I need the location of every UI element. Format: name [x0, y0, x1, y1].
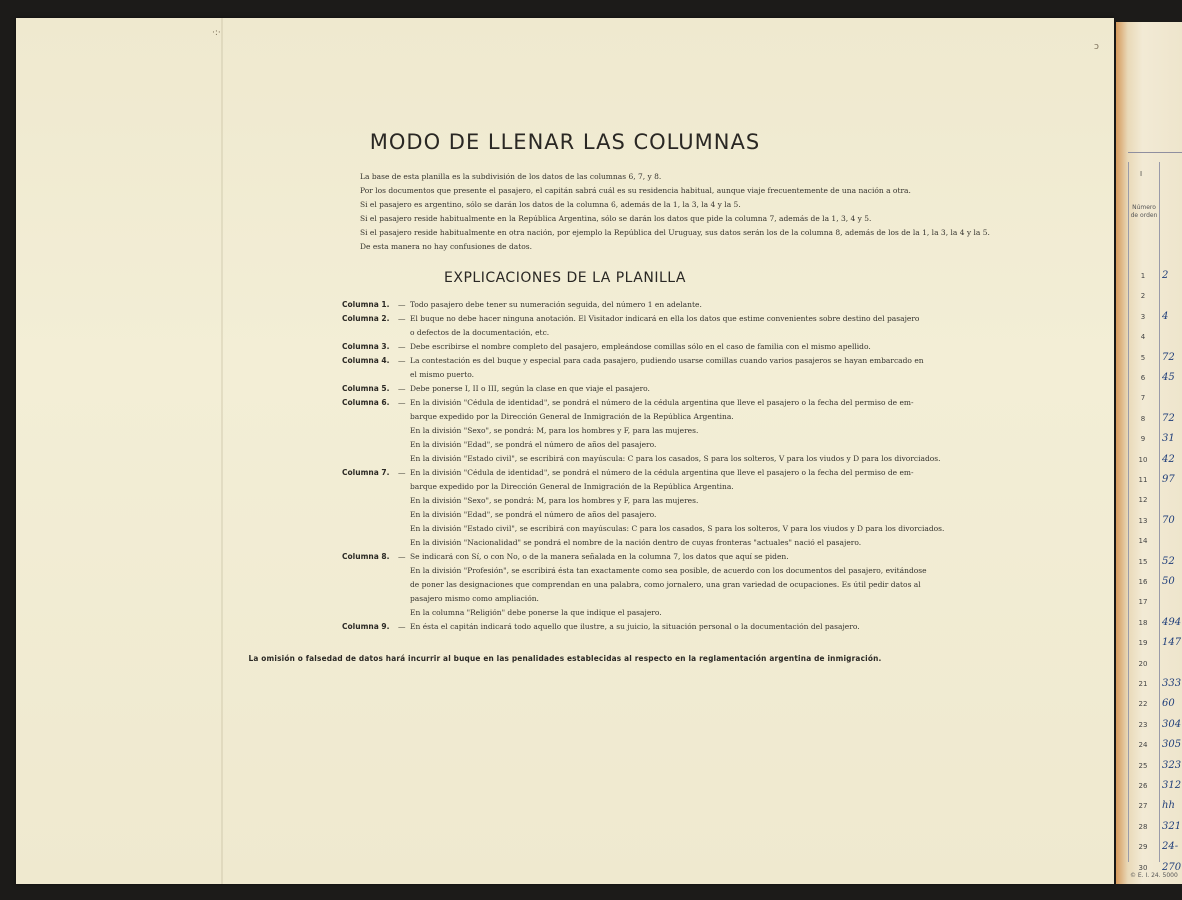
column-text: Se indicará con Sí, o con No, o de la manera señalada en la columna 7, los datos que aquí se piden. — [410, 552, 789, 561]
intro-line: Si el pasajero reside habitualmente en otra nación, por ejemplo la República del Uruguay, sus datos serán los de la columna 8, además de los de la 1, la 3, la 4 y la 5. — [360, 228, 990, 237]
handwritten-entry: 494 — [1162, 616, 1182, 628]
order-number: 19 — [1138, 639, 1148, 648]
order-number: 13 — [1138, 516, 1148, 525]
column-entry-5: Columna 5. — Debe ponerse I, II o III, según la clase en que viaje el pasajero. — [342, 382, 922, 396]
column-text: En la división "Profesión", se escribirá ésta tan exactamente como sea posible, de acuerdo con los documentos del pasajero, evitándose — [410, 566, 927, 575]
handwritten-entry: 333 — [1162, 678, 1182, 689]
column-label: Columna 7. — [342, 468, 390, 477]
order-number: 28 — [1138, 822, 1148, 831]
section-subtitle: EXPLICACIONES DE LA PLANILLA — [444, 270, 686, 286]
order-number: 9 — [1140, 435, 1146, 444]
order-number: 26 — [1138, 782, 1148, 790]
handwritten-entry: 72 — [1162, 351, 1175, 363]
column-label: Columna 8. — [342, 552, 390, 561]
handwritten-entry: 50 — [1162, 576, 1175, 587]
intro-line: De esta manera no hay confusiones de datos. — [360, 242, 533, 251]
handwritten-entry: hh — [1162, 800, 1175, 812]
handwritten-entry: 97 — [1162, 474, 1175, 485]
order-number: 25 — [1138, 761, 1148, 770]
column-text: barque expedido por la Dirección General de Inmigración de la República Argentina. — [410, 412, 734, 421]
column-roman-numeral: I — [1140, 170, 1143, 178]
column-label: Columna 4. — [342, 356, 390, 365]
form-footer-code: © E. I. 24. 5000 — [1130, 872, 1178, 879]
order-number: 6 — [1140, 374, 1146, 382]
intro-line: Si el pasajero es argentino, sólo se darán los datos de la columna 6, además de la 1, la 3, la 4 y la 5. — [360, 200, 741, 209]
order-number: 11 — [1138, 476, 1148, 484]
handwritten-entry: 31 — [1162, 433, 1175, 445]
column-text: La contestación es del buque y especial para cada pasajero, pudiendo usarse comillas cuando varios pasajeros se hayan embarcado en — [410, 356, 924, 365]
column-text: de poner las designaciones que comprendan en una palabra, como jornalero, una gran variedad de ocupaciones. Es útil pedir datos al — [410, 580, 921, 589]
handwritten-entry: 45 — [1162, 372, 1175, 383]
order-number: 16 — [1138, 578, 1148, 586]
handwritten-entry: 42 — [1162, 453, 1175, 465]
column-entry-3: Columna 3. — Debe escribirse el nombre completo del pasajero, empleándose comillas sólo en el caso de familia con el mismo apellido. — [342, 340, 922, 354]
stain-mark: ·:· — [212, 28, 221, 38]
column-text: pasajero mismo como ampliación. — [410, 594, 539, 603]
column-text: el mismo puerto. — [410, 370, 475, 379]
order-number: 30 — [1138, 863, 1148, 872]
column-entry-7: Columna 7. — En la división "Cédula de identidad", se pondrá el número de la cédula argentina que lleve el pasajero o la fecha del permiso de em- barque expedido por la Dirección General de Inmigración de la República Argentina. En la división "Sexo", se pondrá: M, para los hombres y F, para las mujeres. En la división "Edad", se pondrá el número de años del pasajero. En la división "Estado civil", se escribirá con mayúsculas: C para los casados, S para los solteros, V para los viudos y D para los divorciados. En la división "Nacionalidad" se pondrá el nombre de la nación dentro de cuyas fronteras "actuales" nació el pasajero. — [342, 466, 922, 550]
handwritten-entry: 270 — [1162, 861, 1182, 873]
order-number: 22 — [1138, 700, 1148, 709]
column-text: En la división "Cédula de identidad", se pondrá el número de la cédula argentina que lleve el pasajero o la fecha del permiso de em- — [410, 468, 914, 477]
handwritten-entry: 2 — [1162, 270, 1169, 281]
column-label: Columna 3. — [342, 342, 390, 351]
order-number: 1 — [1140, 272, 1146, 280]
order-number: 17 — [1138, 598, 1148, 607]
column-label: Columna 2. — [342, 314, 390, 323]
order-number: 3 — [1140, 312, 1146, 321]
column-text: En la división "Sexo", se pondrá: M, para los hombres y F, para las mujeres. — [410, 426, 699, 435]
order-number: 10 — [1138, 455, 1148, 464]
order-number: 7 — [1140, 394, 1146, 403]
order-number-column — [1128, 162, 1160, 862]
corner-mark: ɔ — [1094, 42, 1099, 52]
column-entry-6: Columna 6. — En la división "Cédula de identidad", se pondrá el número de la cédula argentina que lleve el pasajero o la fecha del permiso de em- barque expedido por la Dirección General de Inmigración de la República Argentina. En la división "Sexo", se pondrá: M, para los hombres y F, para las mujeres. En la división "Edad", se pondrá el número de años del pasajero. En la división "Estado civil", se escribirá con mayúscula: C para los casados, S para los solteros, V para los viudos y D para los divorciados. — [342, 396, 922, 466]
order-number: 8 — [1140, 414, 1146, 423]
column-label: Columna 6. — [342, 398, 390, 407]
column-entry-1: Columna 1. — Todo pasajero debe tener su numeración seguida, del número 1 en adelante. — [342, 298, 922, 312]
order-number: 18 — [1138, 618, 1148, 627]
intro-line: Si el pasajero reside habitualmente en la República Argentina, sólo se darán los datos que pide la columna 7, además de la 1, 3, 4 y 5. — [360, 214, 872, 223]
order-number: 23 — [1138, 720, 1148, 729]
handwritten-entry: 305 — [1162, 739, 1182, 751]
column-label: Columna 5. — [342, 384, 390, 393]
column-text: Debe ponerse I, II o III, según la clase en que viaje el pasajero. — [410, 384, 650, 393]
order-number: 15 — [1138, 557, 1148, 566]
order-number: 5 — [1140, 353, 1146, 362]
order-number: 24 — [1138, 741, 1148, 750]
handwritten-entry: 4 — [1162, 310, 1169, 322]
column-label: Columna 9. — [342, 622, 390, 631]
column-entry-4: Columna 4. — La contestación es del buque y especial para cada pasajero, pudiendo usarse comillas cuando varios pasajeros se hayan embarcado en el mismo puerto. — [342, 354, 922, 382]
column-text: En la división "Cédula de identidad", se pondrá el número de la cédula argentina que lleve el pasajero o la fecha del permiso de em- — [410, 398, 914, 407]
order-number: 29 — [1138, 843, 1148, 852]
order-number-heading: Número de orden — [1130, 204, 1158, 219]
handwritten-entry: 60 — [1162, 698, 1175, 710]
intro-line: La base de esta planilla es la subdivisión de los datos de las columnas 6, 7, y 8. — [360, 172, 662, 181]
column-text: En la división "Edad", se pondrá el número de años del pasajero. — [410, 510, 657, 519]
order-number: 21 — [1138, 680, 1148, 688]
order-number: 4 — [1140, 333, 1146, 342]
order-number: 14 — [1138, 537, 1148, 546]
handwritten-entry: 321 — [1162, 820, 1182, 832]
handwritten-entry: 52 — [1162, 555, 1175, 567]
handwritten-entry: 24- — [1162, 841, 1179, 853]
intro-line: Por los documentos que presente el pasajero, el capitán sabrá cuál es su residencia habitual, aunque viaje frecuentemente de una nación a otra. — [360, 186, 911, 195]
column-text: En la columna "Religión" debe ponerse la que indique el pasajero. — [410, 608, 662, 617]
handwritten-entry: 72 — [1162, 412, 1175, 424]
column-text: Debe escribirse el nombre completo del pasajero, empleándose comillas sólo en el caso de familia con el mismo apellido. — [410, 342, 871, 351]
page-title: MODO DE LLENAR LAS COLUMNAS — [369, 130, 761, 154]
column-text: En la división "Sexo", se pondrá: M, para los hombres y F, para las mujeres. — [410, 496, 699, 505]
column-label: Columna 1. — [342, 300, 390, 309]
order-number: 27 — [1138, 802, 1148, 811]
order-number: 12 — [1138, 496, 1148, 505]
document-sheet — [16, 18, 1114, 884]
intro-paragraph — [360, 170, 990, 254]
column-text: En la división "Estado civil", se escribirá con mayúsculas: C para los casados, S para los solteros, V para los viudos y D para los divorciados. — [410, 524, 945, 533]
column-entry-8: Columna 8. — Se indicará con Sí, o con No, o de la manera señalada en la columna 7, los datos que aquí se piden. En la división "Profesión", se escribirá ésta tan exactamente como sea posible, de acuerdo con los documentos del pasajero, evitándose de poner las designaciones que comprendan en una palabra, como jornalero, una gran variedad de ocupaciones. Es útil pedir datos al pasajero mismo como ampliación. En la columna "Religión" debe ponerse la que indique el pasajero. — [342, 550, 922, 620]
handwritten-entry: 70 — [1162, 514, 1175, 526]
handwritten-entry: 312 — [1162, 780, 1182, 791]
handwritten-entry: 304 — [1162, 718, 1182, 730]
column-text: En ésta el capitán indicará todo aquello que ilustre, a su juicio, la situación personal o la documentación del pasajero. — [410, 622, 860, 631]
column-text: Todo pasajero debe tener su numeración seguida, del número 1 en adelante. — [410, 300, 702, 309]
column-text: En la división "Edad", se pondrá el número de años del pasajero. — [410, 440, 657, 449]
order-number: 20 — [1138, 659, 1148, 668]
column-text: o defectos de la documentación, etc. — [410, 328, 550, 337]
instructions-content — [16, 18, 1114, 884]
column-text: En la división "Nacionalidad" se pondrá el nombre de la nación dentro de cuyas fronteras "actuales" nació el pasajero. — [410, 538, 862, 547]
handwritten-entry: 323 — [1162, 759, 1182, 771]
order-number: 2 — [1140, 292, 1146, 301]
handwritten-entry: 147 — [1162, 637, 1182, 649]
column-entry-2: Columna 2. — El buque no debe hacer ninguna anotación. El Visitador indicará en ella los datos que estime convenientes sobre destino del pasajero o defectos de la documentación, etc. — [342, 312, 922, 340]
form-header-area — [1128, 22, 1182, 153]
column-entry-9: Columna 9. — En ésta el capitán indicará todo aquello que ilustre, a su juicio, la situación personal o la documentación del pasajero. — [342, 620, 922, 634]
column-text: El buque no debe hacer ninguna anotación. El Visitador indicará en ella los datos que estime convenientes sobre destino del pasajero — [410, 314, 920, 323]
column-explanations — [342, 298, 945, 634]
column-text: barque expedido por la Dirección General de Inmigración de la República Argentina. — [410, 482, 734, 491]
adjacent-form-page — [1116, 22, 1182, 884]
column-text: En la división "Estado civil", se escribirá con mayúscula: C para los casados, S para los solteros, V para los viudos y D para los divorciados. — [410, 454, 941, 463]
penalty-notice: La omisión o falsedad de datos hará incurrir al buque en las penalidades establecidas al respecto en la reglamentación argentina de inmigración. — [248, 654, 882, 663]
